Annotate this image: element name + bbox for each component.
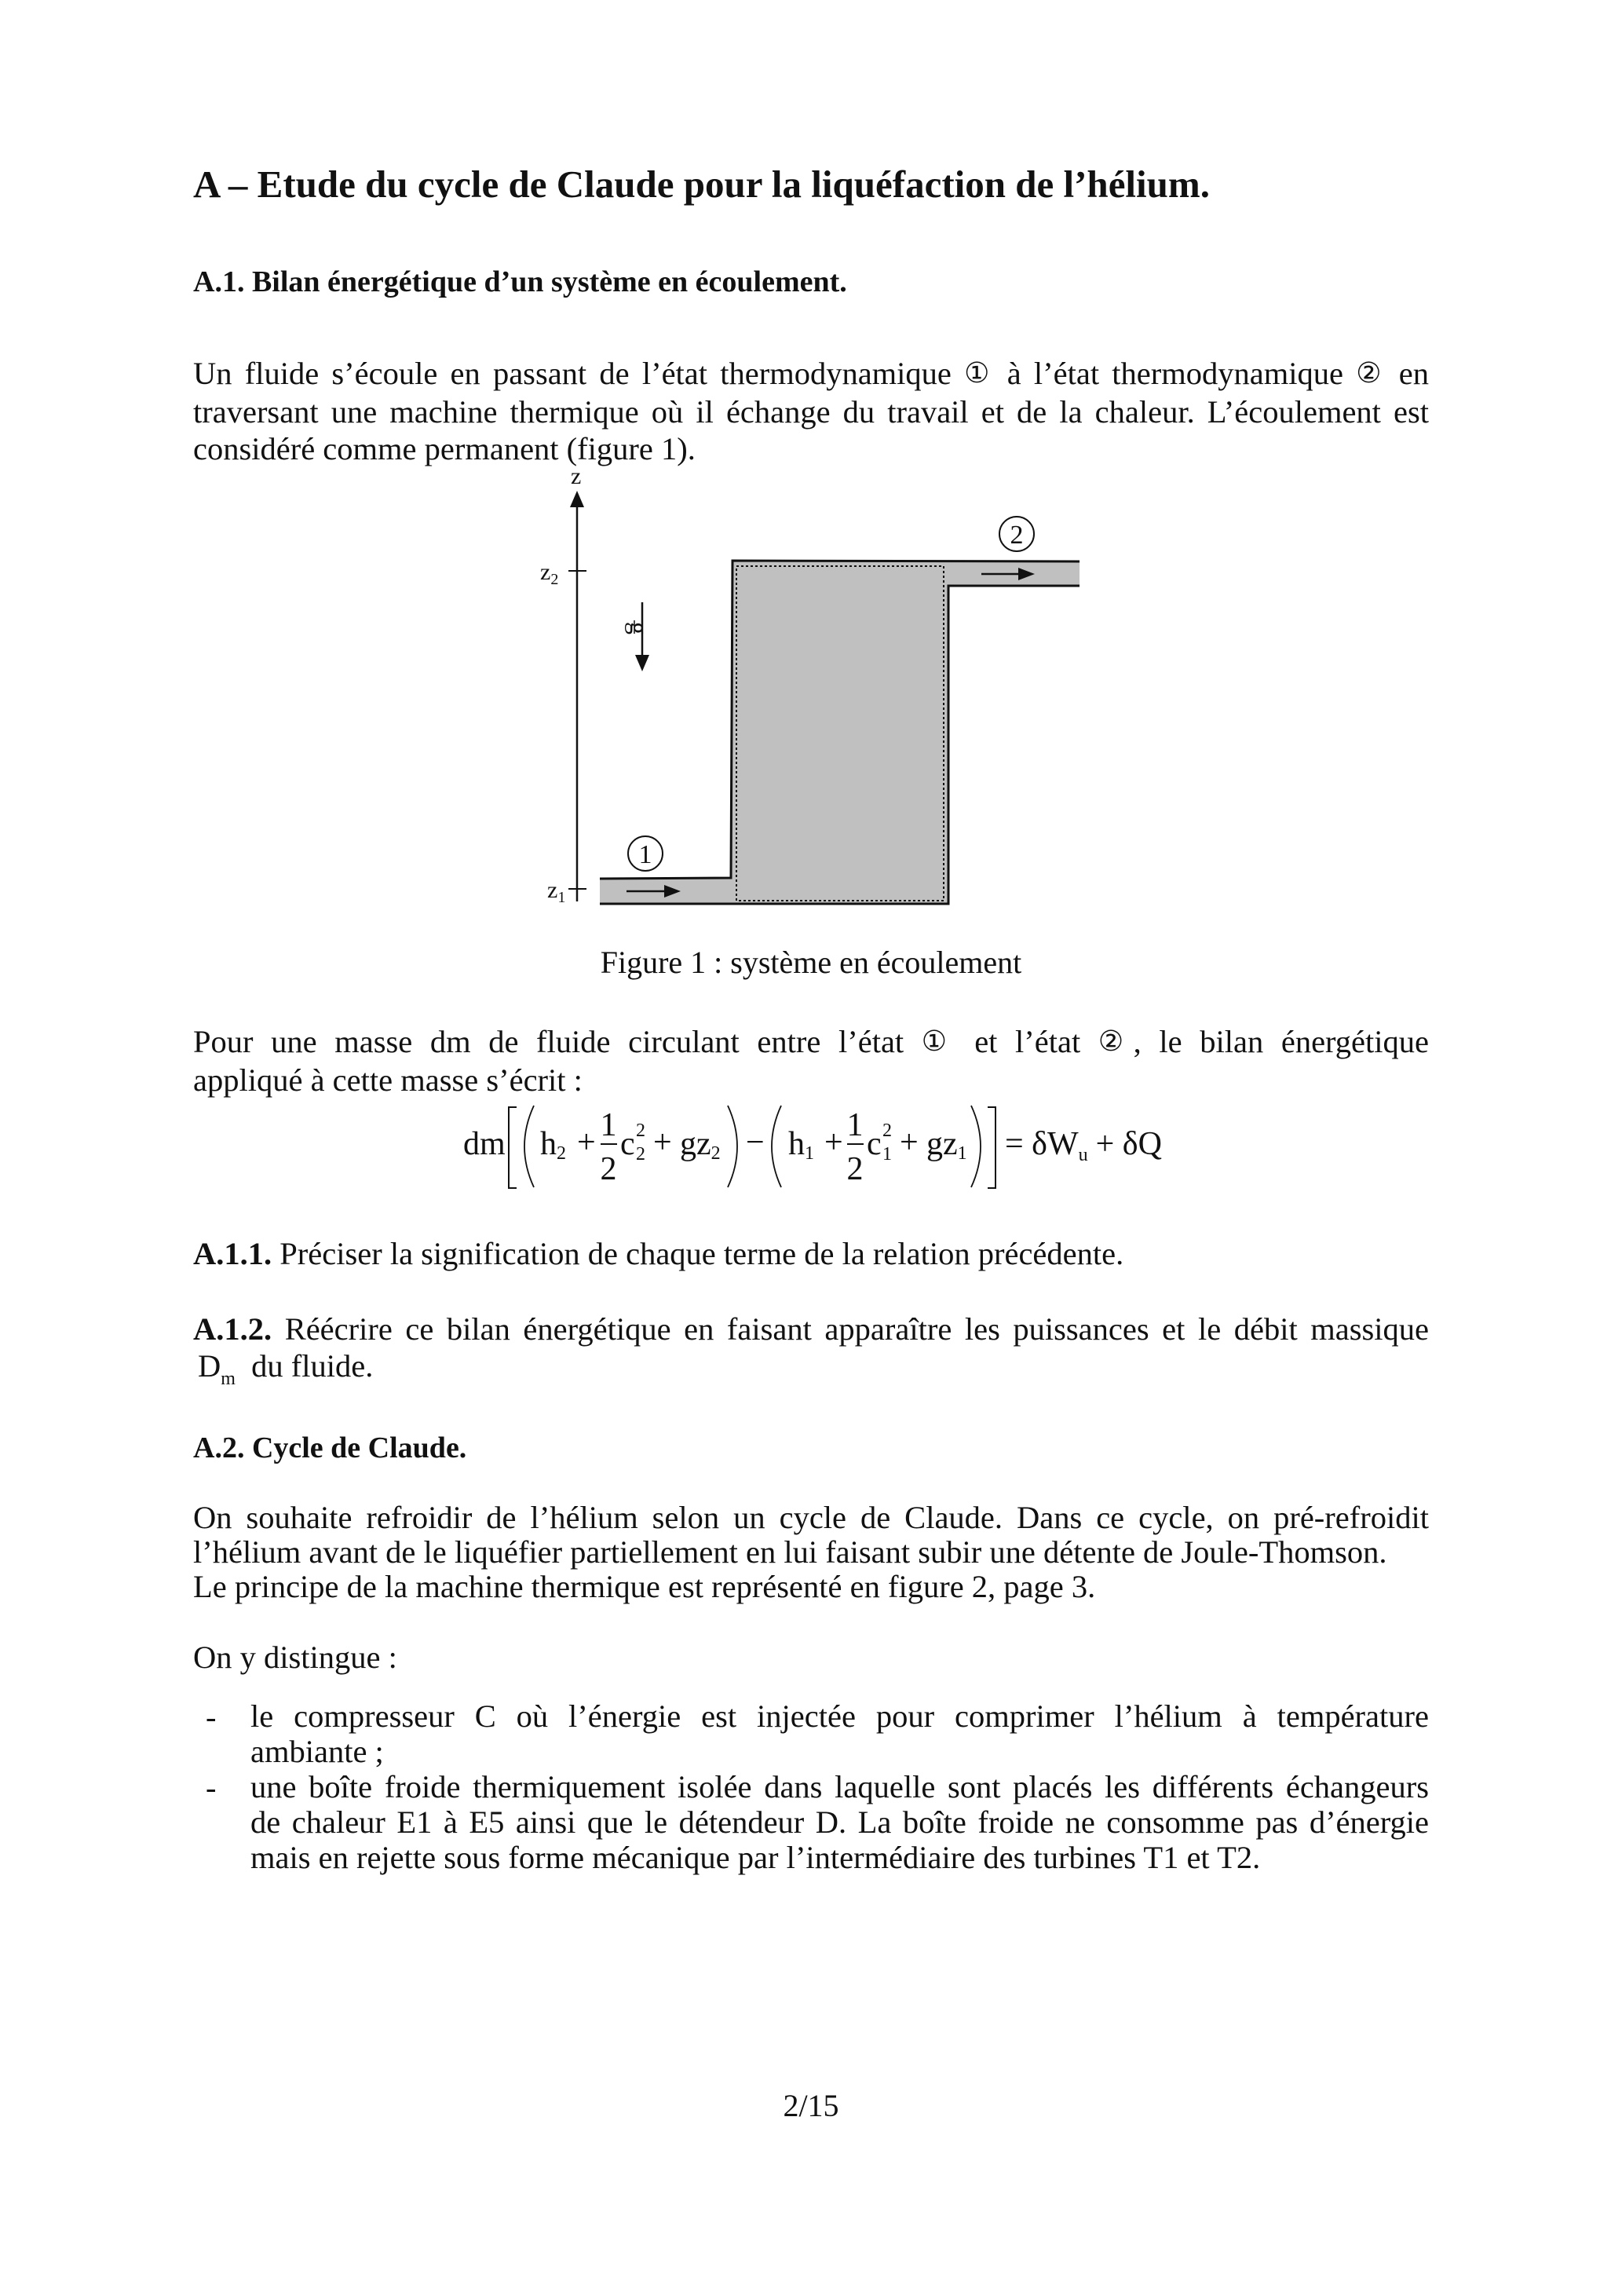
eq-c2-sub: 2 bbox=[636, 1144, 645, 1164]
question-a11-text: Préciser la signification de chaque terme de la relation précédente. bbox=[279, 1236, 1124, 1271]
bullet-2-line-1: une boîte froide thermiquement isolée dans laquelle sont placés les différents échangeurs bbox=[250, 1769, 1429, 1804]
eq-left-paren-1 bbox=[524, 1106, 534, 1187]
eq-c2 bbox=[620, 1126, 635, 1162]
mass-flow-symbol: D bbox=[198, 1348, 221, 1384]
eq-right-bracket bbox=[988, 1107, 995, 1188]
intro-text-a: Un fluide s’écoule en passant de l’état thermodynamique bbox=[193, 356, 952, 391]
eq-c1-sup: 2 bbox=[882, 1121, 892, 1141]
z1-label-main: z bbox=[547, 877, 558, 903]
eq-h2-sub: 2 bbox=[557, 1143, 566, 1164]
intro-text-c: en bbox=[1398, 356, 1429, 391]
mass-flow-subscript: m bbox=[221, 1369, 236, 1389]
intro-line-2: traversant une machine thermique où il échange du travail et de la chaleur. L’écoulement est bbox=[193, 394, 1429, 430]
state-1-label: 1 bbox=[638, 840, 652, 869]
bullet-item-2 bbox=[250, 1769, 1429, 1875]
eq-rhs-tail: + δQ bbox=[1095, 1126, 1162, 1162]
question-a11 bbox=[193, 1235, 1429, 1272]
question-a12-tail: du fluide. bbox=[251, 1348, 374, 1384]
intro-text-b: à l’état thermodynamique bbox=[1006, 356, 1343, 391]
bullet-item-1 bbox=[250, 1698, 1429, 1769]
eq-gz2-sub: 2 bbox=[711, 1143, 721, 1164]
gravity-arrow-icon bbox=[635, 655, 649, 671]
question-a11-label: A.1.1. bbox=[193, 1236, 272, 1271]
page-number: 2/15 bbox=[783, 2088, 839, 2123]
balance-text-c: , le bilan énergétique bbox=[1133, 1024, 1430, 1059]
balance-text-b: et l’état bbox=[974, 1024, 1081, 1059]
eq-frac-den-1: 2 bbox=[600, 1151, 617, 1187]
eq-gz2-main: gz bbox=[680, 1126, 711, 1162]
cycle-line-1: On souhaite refroidir de l’hélium selon un cycle de Claude. Dans ce cycle, on pré-refroidit bbox=[193, 1500, 1429, 1535]
z2-label bbox=[540, 559, 558, 588]
eq-c2-main: c bbox=[620, 1126, 635, 1162]
eq-h1 bbox=[788, 1126, 814, 1164]
list-intro bbox=[193, 1639, 1429, 1676]
eq-plus-3: + bbox=[824, 1124, 843, 1161]
bullet-dash-2: - bbox=[206, 1770, 217, 1805]
z1-label bbox=[547, 877, 565, 906]
eq-dm: dm bbox=[463, 1126, 506, 1162]
z1-label-sub: 1 bbox=[557, 889, 566, 906]
question-a12 bbox=[193, 1311, 1429, 1398]
eq-rhs-sub: u bbox=[1078, 1145, 1088, 1165]
balance-line-2: appliqué à cette masse s’écrit : bbox=[193, 1062, 583, 1098]
eq-minus: − bbox=[746, 1124, 765, 1161]
z2-label-main: z bbox=[540, 559, 551, 585]
eq-h1-sub: 1 bbox=[805, 1143, 814, 1164]
bullet-1-line-1: le compresseur C où l’énergie est injectée pour comprimer l’hélium à température bbox=[250, 1698, 1429, 1734]
eq-right-paren-2 bbox=[971, 1106, 981, 1187]
gravity-label: g bbox=[625, 622, 653, 634]
eq-left-paren-2 bbox=[772, 1106, 781, 1187]
z2-label-sub: 2 bbox=[550, 571, 559, 588]
eq-left-bracket bbox=[509, 1107, 517, 1188]
section-heading-a1: A.1. Bilan énergétique d’un système en écoulement. bbox=[193, 265, 847, 298]
z-axis-label: z bbox=[571, 463, 582, 489]
list-intro-text: On y distingue : bbox=[193, 1640, 397, 1675]
balance-line-1 bbox=[193, 1023, 1429, 1062]
eq-plus-1: + bbox=[577, 1124, 596, 1161]
page-title: A – Etude du cycle de Claude pour la liquéfaction de l’hélium. bbox=[193, 163, 1210, 206]
eq-rhs bbox=[1005, 1126, 1162, 1165]
bullet-2-line-3: mais en rejette sous forme mécanique par l’intermédiaire des turbines T1 et T2. bbox=[250, 1840, 1261, 1875]
eq-h1-main: h bbox=[788, 1126, 805, 1162]
state-2-icon: ② bbox=[1098, 1026, 1134, 1058]
eq-h2 bbox=[540, 1126, 566, 1164]
eq-plus-2: + bbox=[653, 1124, 672, 1161]
bullet-1-line-2: ambiante ; bbox=[250, 1734, 384, 1769]
eq-frac-num-2: 1 bbox=[846, 1107, 864, 1143]
eq-c1 bbox=[867, 1126, 882, 1162]
cycle-paragraph bbox=[193, 1501, 1429, 1604]
flow-system-body bbox=[600, 561, 1080, 904]
eq-c1-main: c bbox=[867, 1126, 882, 1162]
section-heading-a2: A.2. Cycle de Claude. bbox=[193, 1431, 467, 1464]
eq-rhs-main: = δW bbox=[1005, 1126, 1079, 1162]
cycle-line-3: Le principe de la machine thermique est représenté en figure 2, page 3. bbox=[193, 1569, 1096, 1604]
z-axis-arrow-icon bbox=[570, 491, 584, 507]
eq-frac-num-1: 1 bbox=[600, 1107, 617, 1143]
state-1-icon: ① bbox=[921, 1026, 957, 1058]
eq-h2-main: h bbox=[540, 1126, 557, 1162]
figure-1-diagram bbox=[0, 0, 1622, 942]
state-2-icon: ② bbox=[1356, 357, 1386, 389]
energy-balance-equation bbox=[0, 1084, 1622, 1201]
eq-c1-sub: 1 bbox=[882, 1144, 892, 1164]
state-2-label: 2 bbox=[1010, 521, 1024, 550]
eq-plus-4: + bbox=[900, 1124, 919, 1161]
figure-1-caption: Figure 1 : système en écoulement bbox=[600, 945, 1022, 980]
state-1-icon: ① bbox=[964, 357, 995, 389]
question-a12-text: Réécrire ce bilan énergétique en faisant apparaître les puissances et le débit massique bbox=[284, 1311, 1430, 1347]
balance-text-a: Pour une masse dm de fluide circulant entre l’état bbox=[193, 1024, 904, 1059]
eq-c2-sup: 2 bbox=[636, 1121, 645, 1141]
eq-gz2 bbox=[680, 1126, 721, 1164]
intro-line-3: considéré comme permanent (figure 1). bbox=[193, 431, 696, 466]
eq-gz1-sub: 1 bbox=[957, 1143, 967, 1164]
cycle-line-2: l’hélium avant de le liquéfier partiellement en lui faisant subir une détente de Joule-Thomson. bbox=[193, 1534, 1387, 1570]
question-a12-label: A.1.2. bbox=[193, 1311, 272, 1347]
bullet-dash-1: - bbox=[206, 1699, 217, 1735]
eq-frac-den-2: 2 bbox=[846, 1151, 864, 1187]
bullet-2-line-2: de chaleur E1 à E5 ainsi que le détendeur D. La boîte froide ne consomme pas d’énergie bbox=[250, 1804, 1429, 1840]
eq-gz1 bbox=[926, 1126, 967, 1164]
eq-right-paren-1 bbox=[728, 1106, 737, 1187]
eq-gz1-main: gz bbox=[926, 1126, 958, 1162]
